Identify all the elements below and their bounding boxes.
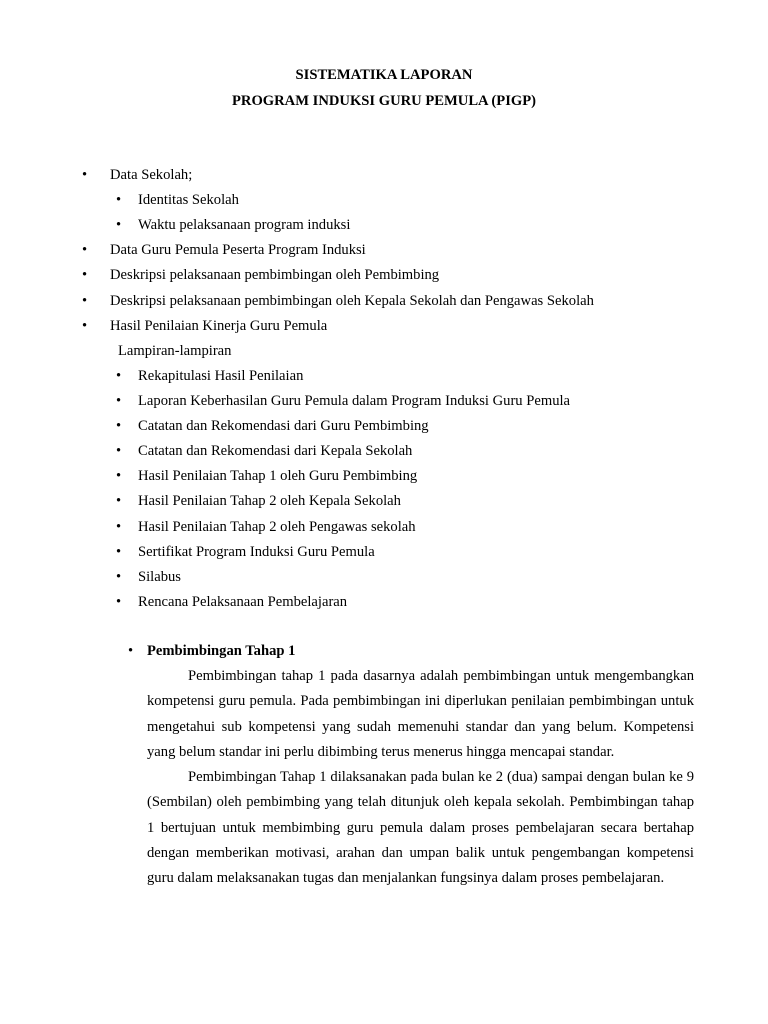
bullet-marker: • (116, 217, 122, 233)
outline-item-deskripsi-pembimbing: Deskripsi pelaksanaan pembimbingan oleh Pembimbing (110, 267, 440, 283)
outline-item-hasil-penilaian: Hasil Penilaian Kinerja Guru Pemula (110, 318, 328, 334)
bullet-marker: • (116, 594, 122, 610)
bullet-marker: • (116, 519, 122, 535)
bullet-marker: • (116, 493, 122, 509)
bullet-marker: • (116, 544, 122, 560)
bullet-marker: • (82, 267, 88, 283)
bullet-marker: • (116, 393, 122, 409)
document-title: SISTEMATIKA LAPORAN (295, 67, 473, 83)
lampiran-item: Rekapitulasi Hasil Penilaian (138, 368, 304, 384)
bullet-marker: • (116, 443, 122, 459)
outline-subitem-identitas: Identitas Sekolah (138, 192, 239, 208)
bullet-marker: • (82, 167, 88, 183)
section-heading: Pembimbingan Tahap 1 (147, 643, 296, 659)
bullet-marker: • (82, 318, 88, 334)
lampiran-item: Hasil Penilaian Tahap 2 oleh Pengawas sekolah (138, 519, 416, 535)
lampiran-item: Laporan Keberhasilan Guru Pemula dalam Program Induksi Guru Pemula (138, 393, 571, 409)
lampiran-item: Sertifikat Program Induksi Guru Pemula (138, 544, 375, 560)
lampiran-label: Lampiran-lampiran (118, 343, 232, 359)
outline-item-data-guru: Data Guru Pemula Peserta Program Induksi (110, 242, 366, 258)
lampiran-item: Rencana Pelaksanaan Pembelajaran (138, 594, 348, 610)
lampiran-item: Silabus (138, 569, 181, 585)
lampiran-item: Catatan dan Rekomendasi dari Kepala Sekolah (138, 443, 413, 459)
bullet-marker: • (82, 293, 88, 309)
bullet-marker: • (116, 468, 122, 484)
bullet-marker: • (116, 368, 122, 384)
body-paragraph-2: Pembimbingan Tahap 1 dilaksanakan pada bulan ke 2 (dua) sampai dengan bulan ke 9 (Sembilan) oleh pembimbing yang telah ditunjuk oleh kepala sekolah. Pembimbingan tahap 1 bertujuan untuk membimbing guru pemula dalam proses pembelajaran secara bertahap dengan memberikan motivasi, arahan dan umpan balik untuk pengembangan kompetensi guru dalam melaksanakan tugas dan menjalankan fungsinya dalam proses pembelajaran. (147, 769, 694, 887)
outline-subitem-waktu: Waktu pelaksanaan program induksi (138, 217, 351, 233)
lampiran-item: Catatan dan Rekomendasi dari Guru Pembimbing (138, 418, 429, 434)
bullet-marker: • (116, 418, 122, 434)
section-body (147, 664, 694, 892)
outline-item-deskripsi-kepsek: Deskripsi pelaksanaan pembimbingan oleh Kepala Sekolah dan Pengawas Sekolah (110, 293, 594, 309)
document-subtitle: PROGRAM INDUKSI GURU PEMULA (PIGP) (231, 93, 537, 109)
body-paragraph-1: Pembimbingan tahap 1 pada dasarnya adalah pembimbingan untuk mengembangkan kompetensi guru pemula. Pada pembimbingan ini diperlukan penilaian pembimbingan untuk mengetahui sub kompetensi yang sudah memenuhi standar dan yang belum. Kompetensi yang belum standar ini perlu dibimbing terus menerus hingga mencapai standar. (147, 668, 694, 760)
outline-item-data-sekolah: Data Sekolah; (110, 167, 193, 183)
lampiran-item: Hasil Penilaian Tahap 2 oleh Kepala Sekolah (138, 493, 401, 509)
bullet-marker: • (128, 643, 134, 659)
bullet-marker: • (116, 569, 122, 585)
bullet-marker: • (82, 242, 88, 258)
lampiran-item: Hasil Penilaian Tahap 1 oleh Guru Pembimbing (138, 468, 418, 484)
bullet-marker: • (116, 192, 122, 208)
